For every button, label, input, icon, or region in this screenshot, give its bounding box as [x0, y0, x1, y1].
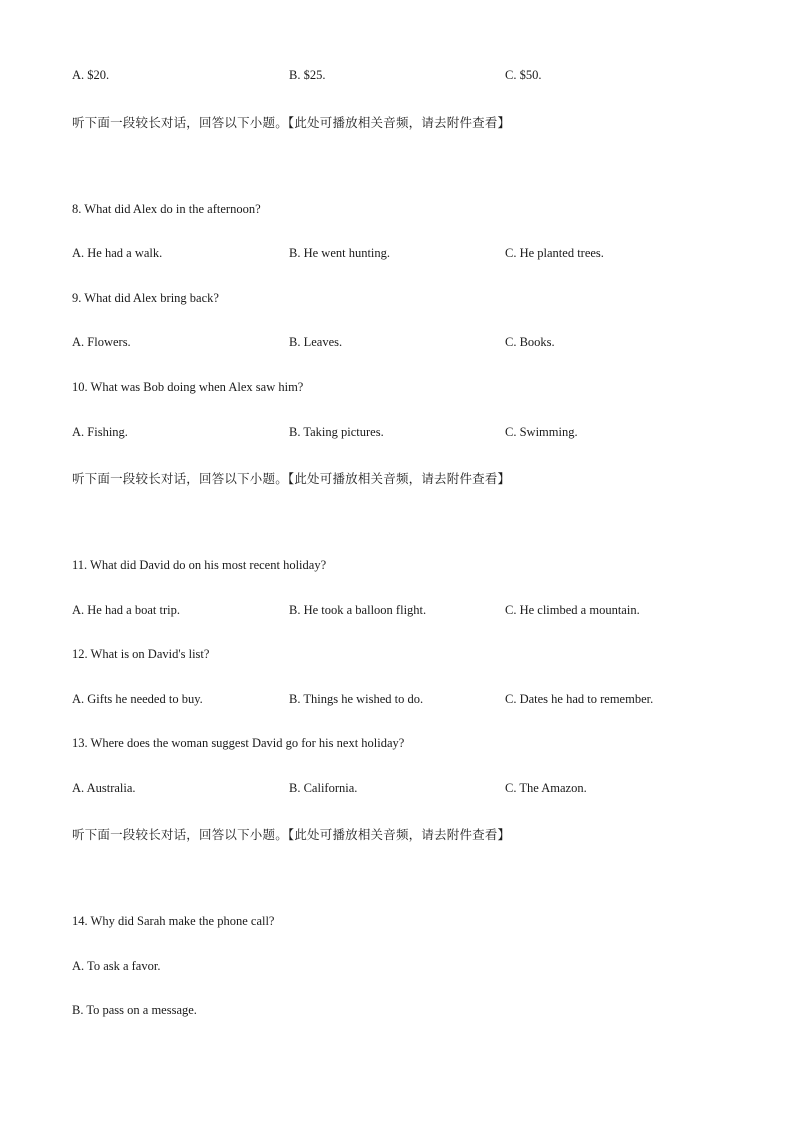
option-a: A. Australia.: [72, 781, 136, 795]
option-b: B. He took a balloon flight.: [289, 603, 427, 617]
option-b: B. $25.: [289, 68, 326, 82]
question-14: 14. Why did Sarah make the phone call?: [72, 914, 275, 928]
question-13: 13. Where does the woman suggest David go for his next holiday?: [72, 736, 405, 750]
option-a: A. $20.: [72, 68, 110, 82]
option-c: C. He climbed a mountain.: [505, 603, 640, 617]
option-b: B. Taking pictures.: [289, 425, 384, 439]
listening-instruction: 听下面一段较长对话，回答以下小题。【此处可播放相关音频，请去附件查看】: [72, 471, 511, 486]
question-11: 11. What did David do on his most recent holiday?: [72, 558, 327, 572]
option-b: B. California.: [289, 781, 358, 795]
question-9: 9. What did Alex bring back?: [72, 291, 219, 305]
option-b: B. Leaves.: [289, 335, 343, 349]
option-c: C. Books.: [505, 335, 555, 349]
option-c: C. He planted trees.: [505, 246, 604, 260]
option-c: C. $50.: [505, 68, 542, 82]
option-a: A. Flowers.: [72, 335, 131, 349]
option-b: B. Things he wished to do.: [289, 692, 424, 706]
question-12: 12. What is on David's list?: [72, 647, 210, 661]
option-a: A. To ask a favor.: [72, 959, 161, 973]
option-c: C. Swimming.: [505, 425, 578, 439]
option-c: C. The Amazon.: [505, 781, 587, 795]
option-a: A. Fishing.: [72, 425, 128, 439]
listening-instruction: 听下面一段较长对话，回答以下小题。【此处可播放相关音频，请去附件查看】: [72, 827, 511, 842]
listening-instruction: 听下面一段较长对话，回答以下小题。【此处可播放相关音频，请去附件查看】: [72, 115, 511, 130]
option-b: B. To pass on a message.: [72, 1003, 197, 1017]
option-a: A. He had a boat trip.: [72, 603, 180, 617]
question-8: 8. What did Alex do in the afternoon?: [72, 202, 261, 216]
question-10: 10. What was Bob doing when Alex saw him?: [72, 380, 304, 394]
option-c: C. Dates he had to remember.: [505, 692, 654, 706]
option-a: A. Gifts he needed to buy.: [72, 692, 203, 706]
option-a: A. He had a walk.: [72, 246, 163, 260]
option-b: B. He went hunting.: [289, 246, 391, 260]
